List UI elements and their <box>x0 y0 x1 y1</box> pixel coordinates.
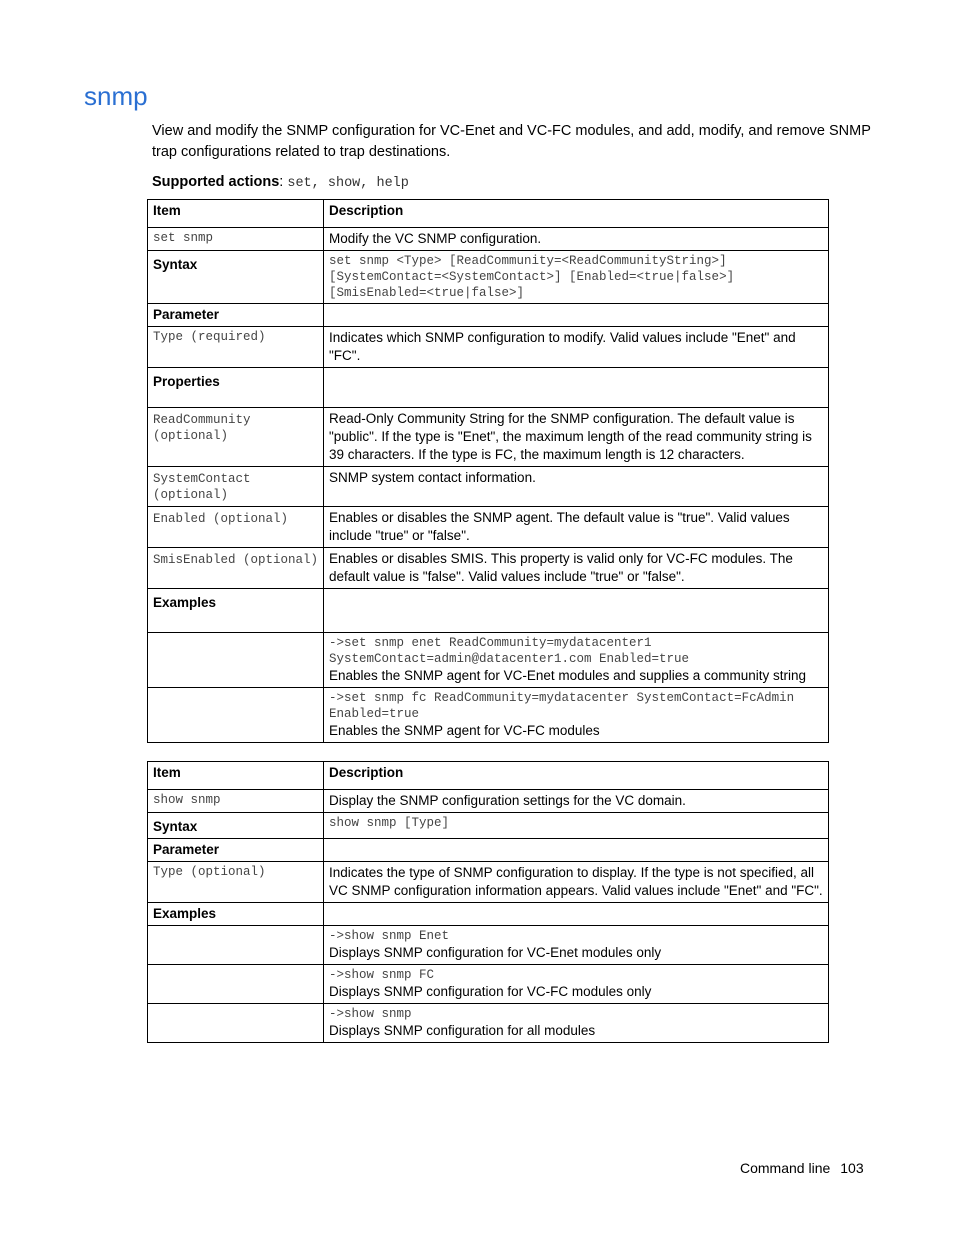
command-name: set snmp <box>153 231 214 245</box>
example-code: ->set snmp enet ReadCommunity=mydatacenter1 SystemContact=admin@datacenter1.com Enabled=true <box>329 636 690 666</box>
table-header-row <box>148 200 829 228</box>
syntax-label: Syntax <box>148 251 324 304</box>
syntax-label: Syntax <box>148 813 324 839</box>
parameter-label: Parameter <box>148 304 324 327</box>
example-description: Displays SNMP configuration for VC-Enet modules only <box>329 945 662 960</box>
page-title: snmp <box>84 81 148 111</box>
command-description: Modify the VC SNMP configuration. <box>324 228 829 251</box>
table-row <box>148 304 829 327</box>
table-row <box>148 408 829 467</box>
property-description: SNMP system contact information. <box>324 467 829 507</box>
intro-paragraph: View and modify the SNMP configuration for VC-Enet and VC-FC modules, and add, modify, and remove SNMP trap configurations related to trap destinations. <box>152 123 871 160</box>
table-row <box>148 790 829 813</box>
properties-label: Properties <box>148 368 324 408</box>
example-code: ->show snmp FC <box>329 968 435 982</box>
footer-section: Command line <box>740 1160 831 1176</box>
parameter-label: Parameter <box>148 839 324 862</box>
command-description: Display the SNMP configuration settings for the VC domain. <box>324 790 829 813</box>
example-code: ->show snmp <box>329 1007 412 1021</box>
property-description: Enables or disables SMIS. This property is valid only for VC-FC modules. The default value is "false". Valid values include "true" or "false". <box>324 548 829 589</box>
property-name: Enabled (optional) <box>153 512 289 526</box>
table-row <box>148 903 829 926</box>
example-description: Enables the SNMP agent for VC-FC modules <box>329 723 600 738</box>
param-type-description: Indicates the type of SNMP configuration to display. If the type is not specified, all VC SNMP configuration information appears. Valid values include "Enet" and "FC". <box>324 862 829 903</box>
table-row <box>148 965 829 1004</box>
example-code: ->set snmp fc ReadCommunity=mydatacenter SystemContact=FcAdmin Enabled=true <box>329 691 802 721</box>
table-row <box>148 548 829 589</box>
param-type-name: Type (optional) <box>153 865 266 879</box>
header-description: Description <box>324 200 829 228</box>
property-name: SmisEnabled (optional) <box>153 553 319 567</box>
table-row <box>148 839 829 862</box>
header-description: Description <box>324 762 829 790</box>
supported-actions: Supported actions: set, show, help <box>152 174 409 191</box>
syntax-code: show snmp [Type] <box>329 816 450 830</box>
table-row <box>148 688 829 743</box>
command-name: show snmp <box>153 793 221 807</box>
example-description: Enables the SNMP agent for VC-Enet modules and supplies a community string <box>329 668 806 683</box>
table-row <box>148 1004 829 1043</box>
table-row <box>148 589 829 633</box>
table-row <box>148 251 829 304</box>
property-description: Enables or disables the SNMP agent. The default value is "true". Valid values include "true" or "false". <box>324 507 829 548</box>
examples-label: Examples <box>148 589 324 633</box>
examples-label: Examples <box>148 903 324 926</box>
header-item: Item <box>148 762 324 790</box>
show-snmp-table <box>147 761 829 1043</box>
example-code: ->show snmp Enet <box>329 929 450 943</box>
table-row <box>148 467 829 507</box>
param-type-name: Type (required) <box>153 330 266 344</box>
header-item: Item <box>148 200 324 228</box>
syntax-code: set snmp <Type> [ReadCommunity=<ReadCommunityString>] [SystemContact=<SystemContact>] [Enabled=<true|false>] [SmisEnabled=<true|false>] <box>329 254 742 300</box>
table-row <box>148 813 829 839</box>
table-row <box>148 633 829 688</box>
table-header-row <box>148 762 829 790</box>
table-row <box>148 368 829 408</box>
table-row <box>148 228 829 251</box>
supported-actions-list: set, show, help <box>287 176 409 191</box>
property-name: ReadCommunity (optional) <box>153 413 259 443</box>
page-number: 103 <box>840 1160 864 1176</box>
table-row <box>148 507 829 548</box>
table-row <box>148 327 829 368</box>
table-row <box>148 926 829 965</box>
property-description: Read-Only Community String for the SNMP configuration. The default value is "public". If the type is "Enet", the maximum length of the read community string is 39 characters. If the type is FC, the maximum length is 12 characters. <box>324 408 829 467</box>
page-footer <box>740 1158 864 1178</box>
supported-actions-label: Supported actions <box>152 174 280 190</box>
table-row <box>148 862 829 903</box>
example-description: Displays SNMP configuration for VC-FC modules only <box>329 984 652 999</box>
set-snmp-table <box>147 199 829 743</box>
example-description: Displays SNMP configuration for all modules <box>329 1023 596 1038</box>
property-name: SystemContact (optional) <box>153 472 259 502</box>
param-type-description: Indicates which SNMP configuration to modify. Valid values include "Enet" and "FC". <box>324 327 829 368</box>
